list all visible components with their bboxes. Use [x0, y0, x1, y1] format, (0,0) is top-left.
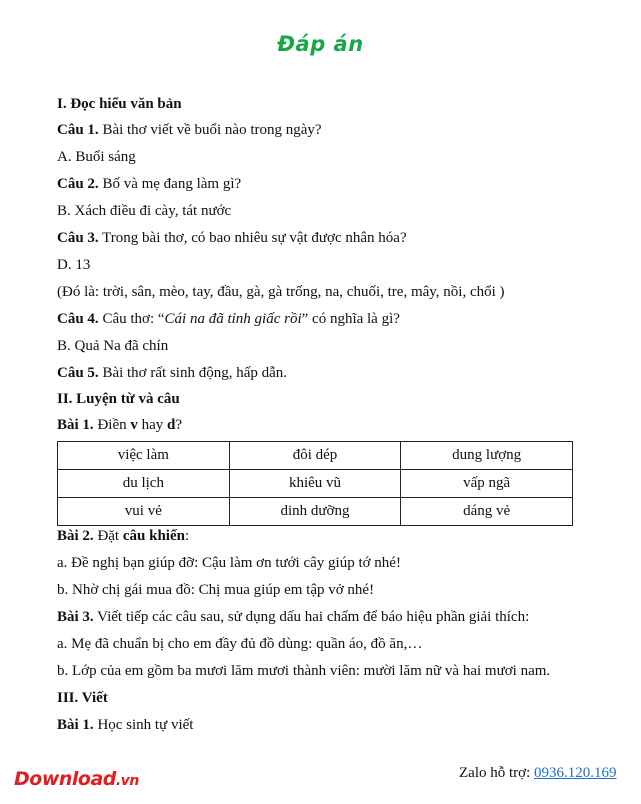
question-text: Câu thơ: “: [98, 311, 165, 327]
exercise-2: [57, 527, 189, 545]
answer-2: B. Xách điều đi cày, tát nước: [57, 203, 232, 219]
question-text: Bố và mẹ đang làm gì?: [98, 176, 242, 192]
table-row: [58, 470, 573, 498]
section-1-heading: [57, 95, 182, 113]
question-label: Câu 1.: [57, 122, 99, 138]
table-cell: dung lượng: [401, 442, 573, 470]
table-cell: việc làm: [58, 442, 230, 470]
answer-text: Bài thơ rất sinh động, hấp dẫn.: [98, 365, 288, 381]
question-label: Câu 4.: [57, 311, 99, 327]
exercise-2-answer-a: a. Đề nghị bạn giúp đỡ: Cậu làm ơn tưới cây giúp tớ nhé!: [57, 555, 401, 571]
word-table: [57, 441, 573, 526]
section-2-heading: [57, 390, 180, 408]
exercise-text: Học sinh tự viết: [93, 717, 194, 733]
question-text: Bài thơ viết về buổi nào trong ngày?: [98, 122, 322, 138]
answer-3: D. 13: [57, 257, 91, 273]
exercise-text: hay: [137, 417, 168, 433]
writing-exercise-1: [57, 716, 193, 734]
exercise-label: Bài 2.: [57, 528, 94, 544]
section-heading-text: I. Đọc hiểu văn bản: [57, 96, 182, 112]
exercise-text: Đặt: [93, 528, 123, 544]
exercise-text: :: [184, 528, 190, 544]
table-cell: du lịch: [58, 470, 230, 498]
question-2: [57, 175, 241, 193]
table-cell: dinh dưỡng: [229, 498, 401, 526]
exercise-3-answer-b: b. Lớp của em gồm ba mươi lăm mươi thành viên: mười lăm nữ và hai mươi nam.: [57, 663, 551, 679]
question-label: Câu 5.: [57, 365, 99, 381]
page-title: Đáp án: [277, 32, 364, 56]
support-label: Zalo hỗ trợ:: [459, 765, 534, 781]
table-cell: dáng vẻ: [401, 498, 573, 526]
exercise-3-answer-a: a. Mẹ đã chuẩn bị cho em đầy đủ đồ dùng: quần áo, đồ ăn,…: [57, 636, 423, 652]
logo-main: Download: [14, 768, 116, 790]
table-cell: đôi dép: [229, 442, 401, 470]
question-3: [57, 229, 407, 247]
answer-3-note: (Đó là: trời, sân, mèo, tay, đầu, gà, gà trống, na, chuối, tre, mây, nồi, chổi ): [57, 284, 505, 300]
exercise-3: [57, 608, 529, 626]
poem-quote: Cái na đã tỉnh giấc rồi: [164, 311, 302, 327]
logo-tld: .vn: [115, 773, 139, 789]
letter-v: v: [130, 417, 138, 433]
question-text: ” có nghĩa là gì?: [301, 311, 400, 327]
letter-d: d: [167, 417, 176, 433]
zalo-support: [459, 765, 617, 782]
exercise-label: Bài 1.: [57, 717, 94, 733]
download-vn-logo[interactable]: [14, 768, 139, 790]
question-label: Câu 2.: [57, 176, 99, 192]
question-4: [57, 310, 400, 328]
table-row: [58, 442, 573, 470]
table-row: [58, 498, 573, 526]
exercise-label: Bài 3.: [57, 609, 94, 625]
question-label: Câu 3.: [57, 230, 99, 246]
support-phone-link[interactable]: 0936.120.169: [534, 765, 617, 781]
exercise-label: Bài 1.: [57, 417, 94, 433]
table-cell: vấp ngã: [401, 470, 573, 498]
question-5: [57, 364, 287, 382]
table-cell: vui vẻ: [58, 498, 230, 526]
question-text: Trong bài thơ, có bao nhiêu sự vật được nhân hóa?: [98, 230, 407, 246]
section-heading-text: II. Luyện từ và câu: [57, 391, 180, 407]
section-heading-text: III. Viết: [57, 690, 108, 706]
exercise-keyword: câu khiến: [122, 528, 185, 544]
section-3-heading: [57, 689, 108, 707]
exercise-text: ?: [175, 417, 183, 433]
exercise-1: [57, 416, 182, 434]
question-1: [57, 121, 322, 139]
exercise-text: Điền: [93, 417, 131, 433]
answer-4: B. Quả Na đã chín: [57, 338, 169, 354]
exercise-text: Viết tiếp các câu sau, sử dụng dấu hai chấm để báo hiệu phần giải thích:: [93, 609, 530, 625]
table-cell: khiêu vũ: [229, 470, 401, 498]
exercise-2-answer-b: b. Nhờ chị gái mua đồ: Chị mua giúp em tập vở nhé!: [57, 582, 375, 598]
answer-1: A. Buổi sáng: [57, 149, 136, 165]
